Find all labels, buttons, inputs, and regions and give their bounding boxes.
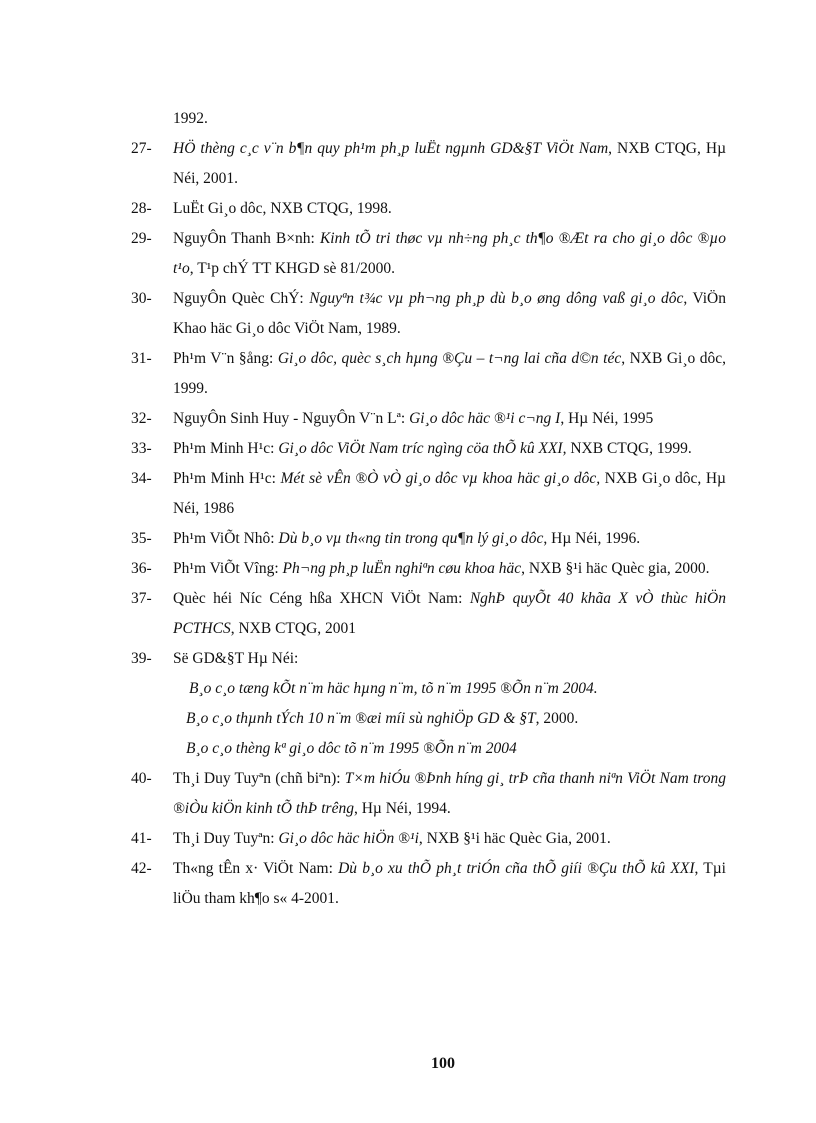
reference-item [131,584,726,644]
reference-body: Ph¹m ViÕt Vîng: Ph¬ng ph¸p luËn nghiªn cøu khoa häc, NXB §¹i häc Quèc gia, 2000. [173,560,710,577]
reference-body: LuËt Gi¸o dôc, NXB CTQG, 1998. [173,200,392,217]
reference-item [131,464,726,524]
reference-body: Th¸i Duy Tuyªn (chñ biªn): T×m hiÓu ®Þnh híng gi¸ trÞ cña thanh niªn ViÖt Nam trong ®iÒu kiÖn kinh tÕ thÞ trêng, Hµ Néi, 1994. [173,770,727,817]
reference-number: 42- [131,860,152,877]
reference-body: Ph¹m V¨n §ång: Gi¸o dôc, quèc s¸ch hµng ®Çu – t¬ng lai cña d©n téc, NXB Gi¸o dôc, 1999. [173,350,726,397]
reference-item [131,134,726,194]
page-number: 100 [431,1055,455,1072]
reference-number: 39- [131,650,152,667]
reference-item [131,194,726,224]
reference-item [131,764,726,824]
reference-number: 33- [131,440,152,457]
reference-item [131,554,726,584]
reference-number: 28- [131,200,152,217]
reference-number: 36- [131,560,152,577]
reference-number: 35- [131,530,152,547]
reference-number: 30- [131,290,152,307]
reference-item [131,434,726,464]
reference-body: Th«ng tÊn x· ViÖt Nam: Dù b¸o xu thÕ ph¸t triÓn cña thÕ giíi ®Çu thÕ kû XXI, Tµi liÖu tham kh¶o s« 4-2001. [173,860,726,907]
reference-body: NguyÔn Sinh Huy - NguyÔn V¨n Lª: Gi¸o dôc häc ®¹i c¬ng I, Hµ Néi, 1995 [173,410,654,427]
reference-item [131,224,726,284]
reference-item [131,854,726,914]
reference-number: 32- [131,410,152,427]
reference-number: 27- [131,140,152,157]
sub-reference-item: B¸o c¸o thµnh tÝch 10 n¨m ®æi míi sù nghiÖp GD & §T, 2000. [186,710,579,727]
reference-number: 31- [131,350,152,367]
reference-body: Th¸i Duy Tuyªn: Gi¸o dôc häc hiÖn ®¹i, NXB §¹i häc Quèc Gia, 2001. [173,830,611,847]
reference-body: Quèc héi Níc Céng hßa XHCN ViÖt Nam: NghÞ quyÕt 40 khãa X vÒ thùc hiÖn PCTHCS, NXB CTQG, 2001 [173,590,726,637]
reference-body: Ph¹m Minh H¹c: Mét sè vÊn ®Ò vÒ gi¸o dôc vµ khoa häc gi¸o dôc, NXB Gi¸o dôc, Hµ Néi, 1986 [173,470,726,517]
reference-number: 37- [131,590,152,607]
reference-item [131,644,726,674]
reference-number: 29- [131,230,152,247]
reference-item [131,524,726,554]
reference-item [131,824,726,854]
reference-body: NguyÔn Thanh B×nh: Kinh tÕ tri thøc vµ nh÷ng ph¸c th¶o ®Æt ra cho gi¸o dôc ®µo t¹o, T¹p chÝ TT KHGD sè 81/2000. [173,230,726,277]
reference-item [131,344,726,404]
sub-reference-item: B¸o c¸o tæng kÕt n¨m häc hµng n¨m, tõ n¨m 1995 ®Õn n¨m 2004. [189,680,598,697]
reference-list [131,134,726,914]
reference-body: Së GD&§T Hµ Néi: [173,650,299,667]
reference-number: 34- [131,470,152,487]
reference-body: Ph¹m ViÕt Nhô: Dù b¸o vµ th«ng tin trong qu¶n lý gi¸o dôc, Hµ Néi, 1996. [173,530,641,547]
reference-item [131,284,726,344]
reference-body: Ph¹m Minh H¹c: Gi¸o dôc ViÖt Nam tríc ngìng cöa thÕ kû XXI, NXB CTQG, 1999. [173,440,692,457]
reference-body: HÖ thèng c¸c v¨n b¶n quy ph¹m ph¸p luËt ngµnh GD&§T ViÖt Nam, NXB CTQG, Hµ Néi, 2001. [173,140,726,187]
sub-reference-item: B¸o c¸o thèng kª gi¸o dôc tõ n¨m 1995 ®Õn n¨m 2004 [186,740,517,757]
continued-reference-text: 1992. [173,110,208,127]
reference-number: 41- [131,830,152,847]
reference-item [131,404,726,434]
reference-body: NguyÔn Quèc ChÝ: Nguyªn t¾c vµ ph¬ng ph¸p dù b¸o øng dông vaß gi¸o dôc, ViÖn Khao häc Gi¸o dôc ViÖt Nam, 1989. [173,290,726,337]
reference-number: 40- [131,770,152,787]
